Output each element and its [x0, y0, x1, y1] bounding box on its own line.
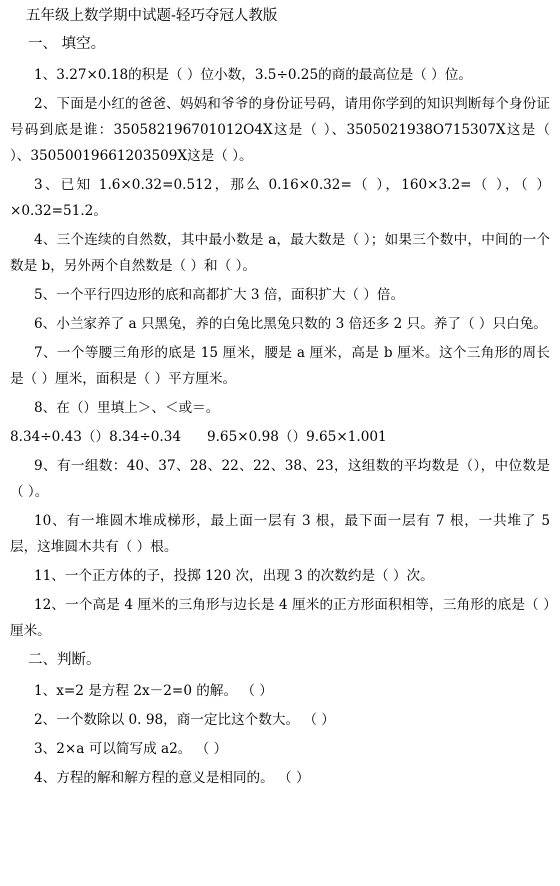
question-5: 5、一个平行四边形的底和高都扩大 3 倍，面积扩大（ ）倍。: [34, 287, 405, 303]
judgement-1: 1、x=2 是方程 2x－2=0 的解。 （ ）: [34, 683, 273, 699]
judgement-2: 2、一个数除以 0. 98，商一定比这个数大。 （ ）: [34, 712, 335, 728]
question-8: 8、在（）里填上＞、＜或＝。: [34, 400, 220, 416]
document-page: [10, 6, 550, 794]
question-9: 9、有一组数：40、37、28、22、22、38、23，这组数的平均数是（），中位数是（ ）。: [10, 458, 550, 500]
question-11: 11、一个正方体的子，投掷 120 次，出现 3 的次数约是（ ）次。: [34, 568, 434, 584]
question-10: 10、有一堆圆木堆成梯形，最上面一层有 3 根，最下面一层有 7 根，一共堆了 5 层，这堆圆木共有（ ）根。: [10, 513, 550, 555]
question-4: 4、三个连续的自然数，其中最小数是 a，最大数是（ ）；如果三个数中，中间的一个数是 b，另外两个自然数是（ ）和（ ）。: [10, 232, 550, 274]
question-7: 7、一个等腰三角形的底是 15 厘米，腰是 a 厘米，高是 b 厘米。这个三角形的周长是（ ）厘米，面积是（ ）平方厘米。: [10, 345, 550, 387]
judgement-4: 4、方程的解和解方程的意义是相同的。 （ ）: [34, 770, 310, 786]
question-8-comparisons: 8.34÷0.43（）8.34÷0.34 9.65×0.98（）9.65×1.001: [10, 429, 387, 445]
section-fill-blank-heading: 一、 填空。: [28, 36, 106, 52]
question-2: 2、下面是小红的爸爸、妈妈和爷爷的身份证号码，请用你学到的知识判断每个身份证号码到底是谁：350582196701012O4X这是（ ）、3505021938O715307X这是（ ）、35050019661203509X这是（ ）。: [10, 96, 550, 164]
section-judgement-heading: 二、判断。: [28, 652, 101, 668]
question-6: 6、小兰家养了 a 只黑兔，养的白兔比黑兔只数的 3 倍还多 2 只。养了（ ）只白兔。: [34, 316, 547, 332]
judgement-3: 3、2×a 可以简写成 a2。 （ ）: [34, 741, 228, 757]
question-12: 12、一个高是 4 厘米的三角形与边长是 4 厘米的正方形面积相等，三角形的底是（ ）厘米。: [10, 597, 550, 639]
question-3: 3、已知 1.6×0.32=0.512，那么 0.16×0.32=（ ），160×3.2=（ ），（ ）×0.32=51.2。: [10, 177, 550, 219]
page-title: 五年级上数学期中试题-轻巧夺冠人教版: [26, 8, 278, 24]
question-1: 1、3.27×0.18的积是（ ）位小数，3.5÷0.25的商的最高位是（ ）位。: [34, 67, 472, 83]
